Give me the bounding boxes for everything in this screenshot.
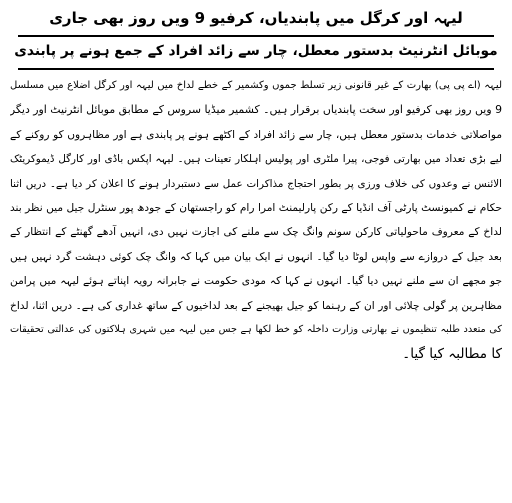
subheadline: موبائل انٹرنیٹ بدستور معطل، چار سے زائد افراد کے جمع ہونے پر پابندی	[14, 43, 498, 59]
body-line: الائنس نے وعدوں کی خلاف ورزی پر بطور احتجاج مذاکرات عمل سے دستبردار ہونے کا اعلان کر دیا ہے۔ دریں اثنا	[10, 177, 502, 190]
article-body	[10, 74, 502, 367]
body-line: جو مجھے ان سے ملنے نہیں دیا گیا۔ انہوں نے کہا کہ مودی حکومت نے جابرانہ رویہ اپناتے ہوئے لیہہ میں پرامن	[10, 275, 502, 288]
headline: لیہہ اور کرگل میں پابندیاں، کرفیو 9 ویں روز بھی جاری	[49, 9, 463, 27]
body-line: کی متعدد طلبہ تنظیموں نے بھارتی وزارت داخلہ کو خط لکھا ہے جس میں لیہہ میں شہری ہلاکتوں کی عدالتی تحقیقات	[10, 324, 502, 336]
headline-divider	[18, 35, 494, 37]
subheadline-divider	[18, 68, 494, 70]
body-line: لداخ کے معروف ماحولیاتی کارکن سونم وانگ چک سے ملنے کی اجازت نہیں دی، انہیں آدھے گھنٹے کے انتظار کے	[10, 226, 502, 239]
body-line: کا مطالبہ کیا گیا۔	[402, 346, 502, 363]
body-line: حکام نے کمیونسٹ پارٹی آف انڈیا کے رکن پارلیمنٹ امرا رام کو راجستھان کے جودھ پور سنٹرل جیل میں نظر بند	[10, 202, 502, 215]
body-line: لیہہ (اے پی پی) بھارت کے غیر قانونی زیر تسلط جموں وکشمیر کے خطے لداخ میں لیہہ اور کرگل اضلاع میں مسلسل	[10, 80, 502, 91]
body-line: 9 ویں روز بھی کرفیو اور سخت پابندیاں برقرار ہیں۔ کشمیر میڈیا سروس کے مطابق موبائل انٹرنیٹ اور دیگر	[10, 103, 502, 117]
body-line: مواصلاتی خدمات بدستور معطل ہیں، چار سے زائد افراد کے اکٹھے ہونے پر پابندی ہے اور مظاہروں کو روکنے کے	[10, 128, 502, 141]
body-line: مظاہرین پر گولی چلائی اور ان کے رہنما کو جیل بھیجنے کے بعد لداخیوں کے ساتھ غداری کی ہے۔ دریں اثنا، لداخ	[10, 299, 502, 312]
body-line: لیے بڑی تعداد میں بھارتی فوجی، پیرا ملٹری اور پولیس اہلکار تعینات ہیں۔ لیہہ اپکس باڈی اور کارگل ڈیموکریٹک	[10, 153, 502, 166]
body-line: بعد جیل کے دروازے سے واپس لوٹا دیا گیا۔ انہوں نے ایک بیان میں کہا کہ وانگ چک کوئی دہشت گرد نہیں ہیں	[10, 250, 502, 263]
